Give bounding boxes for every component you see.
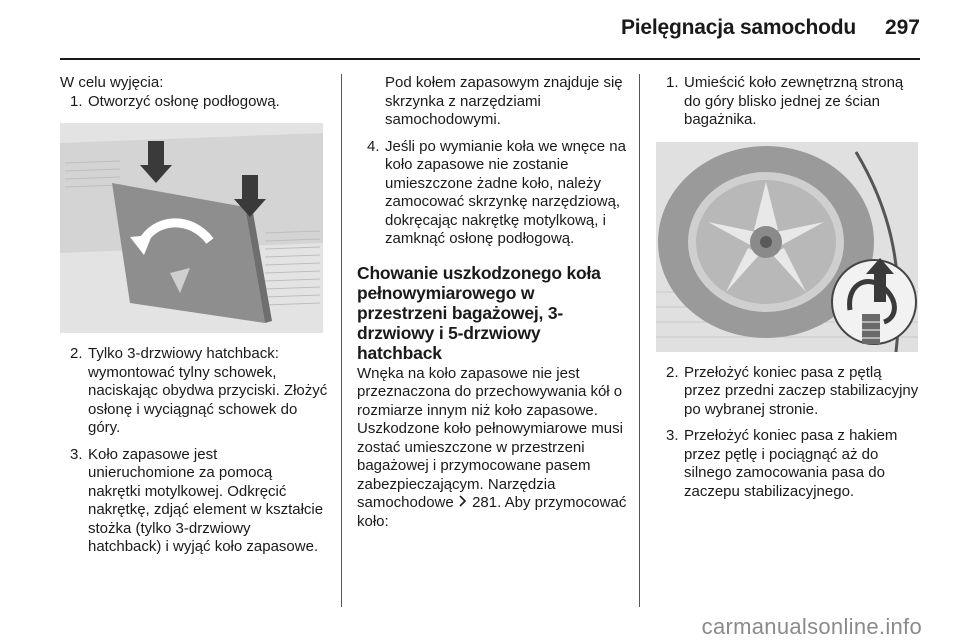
list-item — [60, 93, 328, 112]
spare-wheel-drawing — [656, 142, 918, 352]
section-heading: Chowanie uszkodzonego koła pełnowymiarowego w przestrzeni bagażowej, 3-drzwiowy i 5-drzwiowy hatchback — [357, 262, 601, 363]
floor-cover-drawing — [60, 123, 323, 333]
step-text: Otworzyć osłonę podłogową. — [88, 92, 280, 110]
step-text: Tylko 3-drzwiowy hatchback: wymontować tylny schowek, naciskając obydwa przyciski. Złożyć osłonę i wyciągnąć schowek do góry. — [88, 345, 328, 436]
step-text: Przełożyć koniec pasa z hakiem przez pętlę i pociągnąć aż do silnego zamocowania pasa do zaczepu stabilizacyjnego. — [684, 427, 898, 500]
header-divider — [60, 58, 920, 60]
column-divider — [639, 74, 640, 607]
watermark-link[interactable]: carmanualsonline.info — [701, 614, 922, 639]
list-item — [656, 74, 922, 130]
step-number: 3. — [70, 445, 83, 463]
column-2 — [357, 74, 629, 531]
list-item — [357, 138, 629, 249]
step-text: Przełożyć koniec pasa z pętlą przez przedni zaczep stabilizacyjny po wybranej stronie. — [684, 363, 919, 418]
spare-wheel-strap-illustration — [656, 142, 918, 352]
page-title: Pielęgnacja samochodu — [620, 16, 856, 39]
step-number: 3. — [666, 427, 679, 444]
page-number: 297 — [884, 16, 920, 39]
list-item — [656, 364, 922, 420]
list-item — [60, 446, 328, 557]
step-text: Jeśli po wymianie koła we wnęce na koło zapasowe nie zostanie umieszczone żadne koło, należy zamocować skrzynkę narzędziową, dokręcając nakrętkę motylkową, i zamknąć osłonę podłogową. — [385, 137, 626, 247]
body-text-part: Wnęka na koło zapasowe nie jest przeznaczona do przechowywania kół o rozmiarze innym niż koło zapasowe. Uszkodzone koło pełnowymiarowe musi zostać umieszczone w przestrzeni bagażowej i przymocowane pasem zabezpieczającym. Narzędzia samochodowe — [357, 364, 623, 511]
column-1 — [60, 74, 328, 557]
floor-cover-illustration — [60, 123, 323, 333]
step-number: 1. — [70, 92, 83, 110]
step-text: Koło zapasowe jest unieruchomione za pomocą nakrętki motylkowej. Odkręcić nakrętkę, zdjąć element w kształcie stożka (tylko 3-drzwiowy hatchback) i wyjąć koło zapasowe. — [88, 445, 324, 555]
column-3 — [656, 74, 922, 501]
step-number: 2. — [70, 345, 83, 362]
list-item — [60, 345, 328, 438]
step-text: Umieścić koło zewnętrzną stroną do góry blisko jednej ze ścian bagażnika. — [684, 74, 904, 128]
page-reference-icon — [458, 494, 468, 513]
list-item — [656, 427, 922, 501]
body-text — [357, 365, 629, 532]
column-divider — [341, 74, 342, 607]
intro-text: W celu wyjęcia: — [60, 74, 164, 91]
step-number: 4. — [367, 137, 380, 155]
step-number: 1. — [666, 74, 679, 91]
body-text-part: 281. Aby przymocować koło: — [357, 494, 627, 530]
continued-text: Pod kołem zapasowym znajduje się skrzynka z narzędziami samochodowymi. — [385, 74, 623, 128]
step-number: 2. — [666, 363, 679, 381]
